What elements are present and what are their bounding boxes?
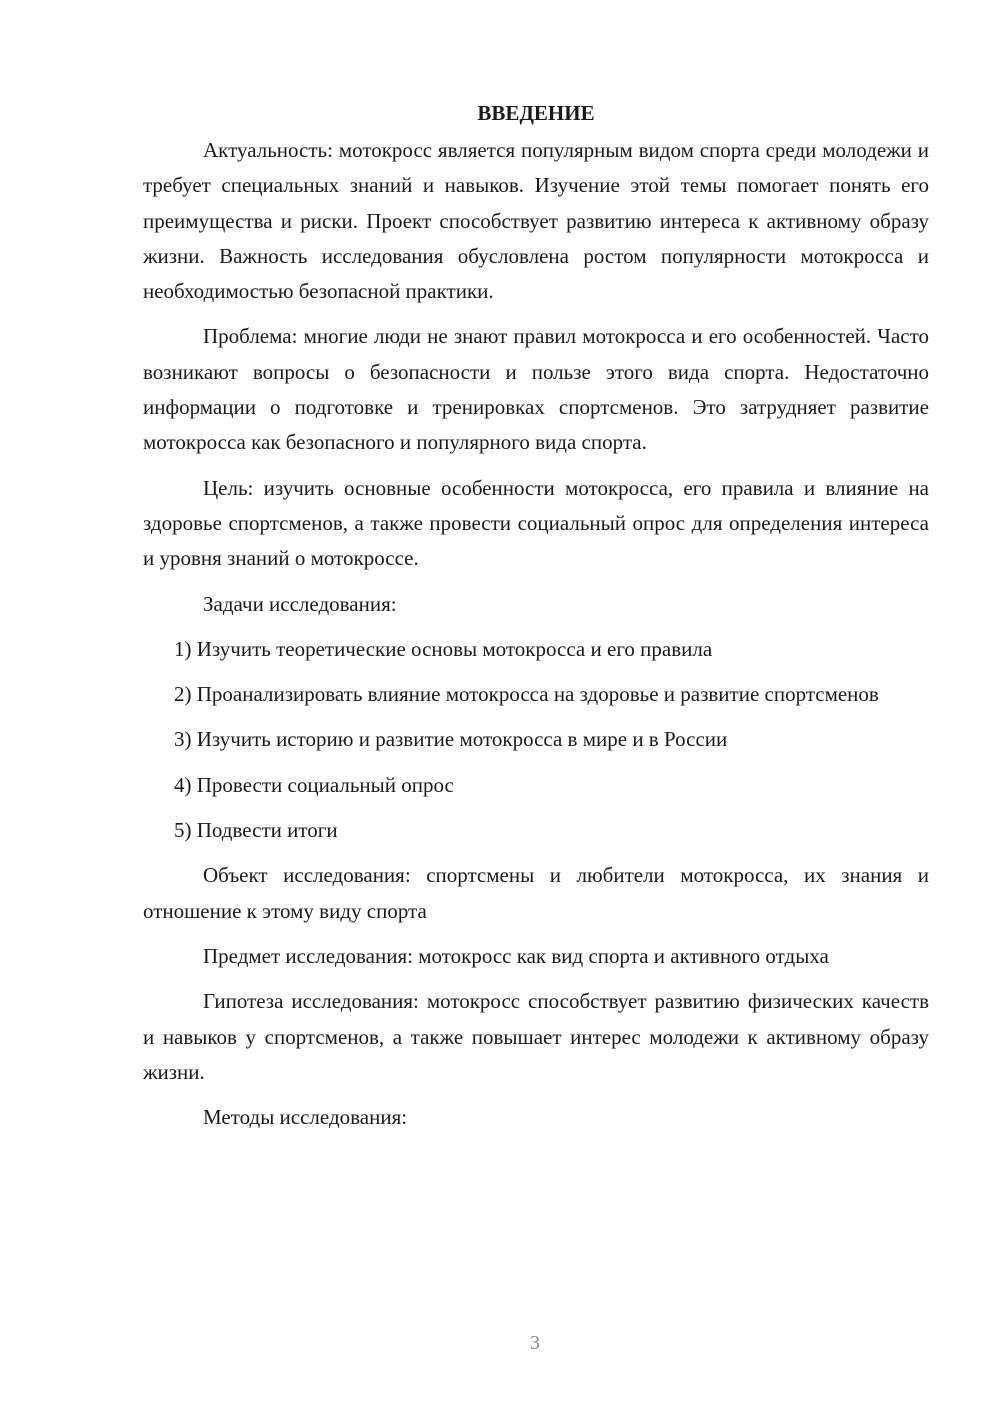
subject-paragraph: Предмет исследования: мотокросс как вид спорта и активного отдыха <box>203 943 829 968</box>
task-item: 2) Проанализировать влияние мотокросса на здоровье и развитие спортсменов <box>174 682 879 707</box>
tasks-title: Задачи исследования: <box>203 591 397 616</box>
task-item: 3) Изучить историю и развитие мотокросса в мире и в России <box>174 727 728 752</box>
page-title: ВВЕДЕНИЕ <box>477 101 595 125</box>
hypothesis-paragraph: Гипотеза исследования: мотокросс способствует развитию физических качеств и навыков у спортсменов, а также повышает интерес молодежи к активному образу жизни. <box>143 989 929 1084</box>
page-content <box>143 96 929 1145</box>
task-item: 5) Подвести итоги <box>174 818 338 843</box>
task-item: 1) Изучить теоретические основы мотокросса и его правила <box>174 636 713 661</box>
object-paragraph: Объект исследования: спортсмены и любители мотокросса, их знания и отношение к этому виду спорта <box>143 863 929 923</box>
methods-paragraph: Методы исследования: <box>203 1105 408 1130</box>
problem-paragraph: Проблема: многие люди не знают правил мотокросса и его особенностей. Часто возникают вопросы о безопасности и пользе этого вида спорта. Недостаточно информации о подготовке и тренировках спортсменов. Это затрудняет развитие мотокросса как безопасного и популярного вида спорта. <box>143 324 929 455</box>
page-number: 3 <box>530 1332 540 1354</box>
goal-paragraph: Цель: изучить основные особенности мотокросса, его правила и влияние на здоровье спортсменов, а также провести социальный опрос для определения интереса и уровня знаний о мотокроссе. <box>143 475 929 571</box>
task-item: 4) Провести социальный опрос <box>174 772 454 797</box>
relevance-paragraph: Актуальность: мотокросс является популярным видом спорта среди молодежи и требует специальных знаний и навыков. Изучение этой темы помогает понять его преимущества и риски. Проект способствует развитию интереса к активному образу жизни. Важность исследования обусловлена ростом популярности мотокросса и необходимостью безопасной практики. <box>143 138 929 304</box>
